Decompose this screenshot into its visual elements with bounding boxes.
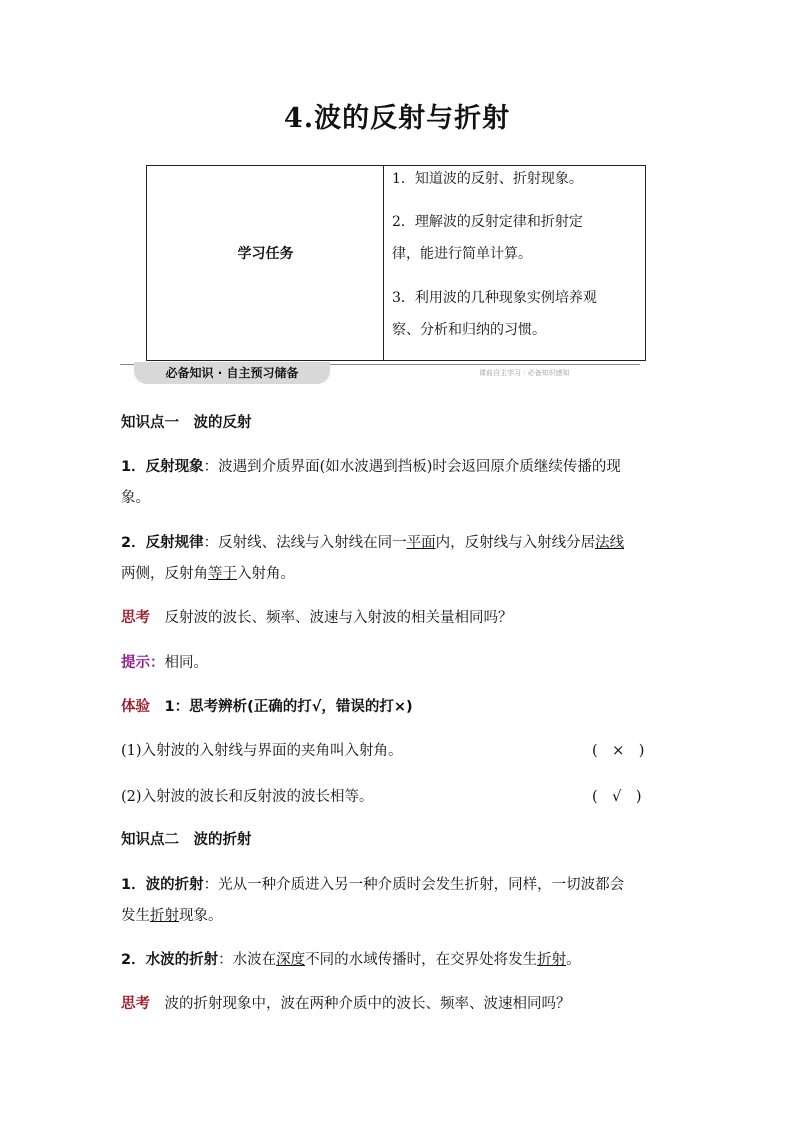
text: 不同的水域传播时，在交界处将发生 [305,952,538,968]
task-item-1: 1．知道波的反射、折射现象。 [392,171,583,187]
think-label: 思考 [121,996,150,1012]
section1-p2-cont [121,562,295,583]
task-item-3-cont: 察、分析和归纳的习惯。 [392,322,546,338]
text: ：水波在 [218,952,277,968]
banner-caption: 课前自主学习 · 必备知识感知 [479,369,570,377]
term: 2．反射规律 [121,535,204,551]
text: 入射角。 [237,566,295,582]
hint-label: 提示： [121,655,165,671]
section1-p2 [121,531,624,552]
text: 现象。 [179,908,223,924]
blank-answer: 法线 [595,535,625,551]
question-1: (1)入射波的入射线与界面的夹角叫入射角。 [121,743,403,759]
section2-p1 [121,873,624,894]
think-label: 思考 [121,610,150,626]
hint-text: 相同。 [164,655,208,671]
section1-think [121,606,513,627]
term: 1．波的折射 [121,877,204,893]
task-item-2-cont: 律，能进行简单计算。 [392,246,532,262]
task-item-3: 3．利用波的几种现象实例培养观 [392,290,597,306]
text: ：波遇到介质界面(如水波遇到挡板)时会返回原介质继续传播的现 [203,459,621,475]
blank-answer: 折射 [537,952,567,968]
section1-p1-cont: 象。 [121,490,150,506]
section1-experience [121,695,413,716]
text: 两侧，反射角 [121,566,208,582]
blank-answer: 深度 [276,952,306,968]
experience-text: 1：思考辨析(正确的打√，错误的打×) [150,699,413,715]
term: 2．水波的折射 [121,952,219,968]
text: 内，反射线与入射线分居 [435,535,596,551]
page-title: 4.波的反射与折射 [283,103,511,134]
text: ：反射线、法线与入射线在同一 [203,535,407,551]
section2-heading: 知识点二 波的折射 [121,832,252,848]
think-text: 反射波的波长、频率、波速与入射波的相关量相同吗？ [150,610,513,626]
section-banner: 必备知识 · 自主预习储备 [134,362,330,384]
section2-think [121,992,571,1013]
section2-p1-cont [121,904,223,925]
experience-label: 体验 [121,699,150,715]
task-label-cell [147,166,384,360]
section2-p2 [121,948,581,969]
blank-answer: 折射 [150,908,179,924]
task-item-2: 2．理解波的反射定律和折射定 [392,214,583,230]
learning-task-table [146,165,646,361]
text: ：光从一种介质进入另一种介质时会发生折射，同样，一切波都会 [203,877,625,893]
think-text: 波的折射现象中，波在两种介质中的波长、频率、波速相同吗？ [150,996,571,1012]
text: 。 [566,952,581,968]
section1-p1 [121,455,621,476]
text: 发生 [121,908,150,924]
task-label: 学习任务 [237,246,294,262]
question-2-mark: ( √ ) [592,789,642,805]
section1-hint [121,651,208,672]
blank-answer: 平面 [406,535,436,551]
section1-heading: 知识点一 波的反射 [121,415,252,431]
question-1-mark: ( × ) [592,743,645,759]
term: 1．反射现象 [121,459,204,475]
question-2: (2)入射波的波长和反射波的波长相等。 [121,789,374,805]
blank-answer: 等于 [208,566,237,582]
